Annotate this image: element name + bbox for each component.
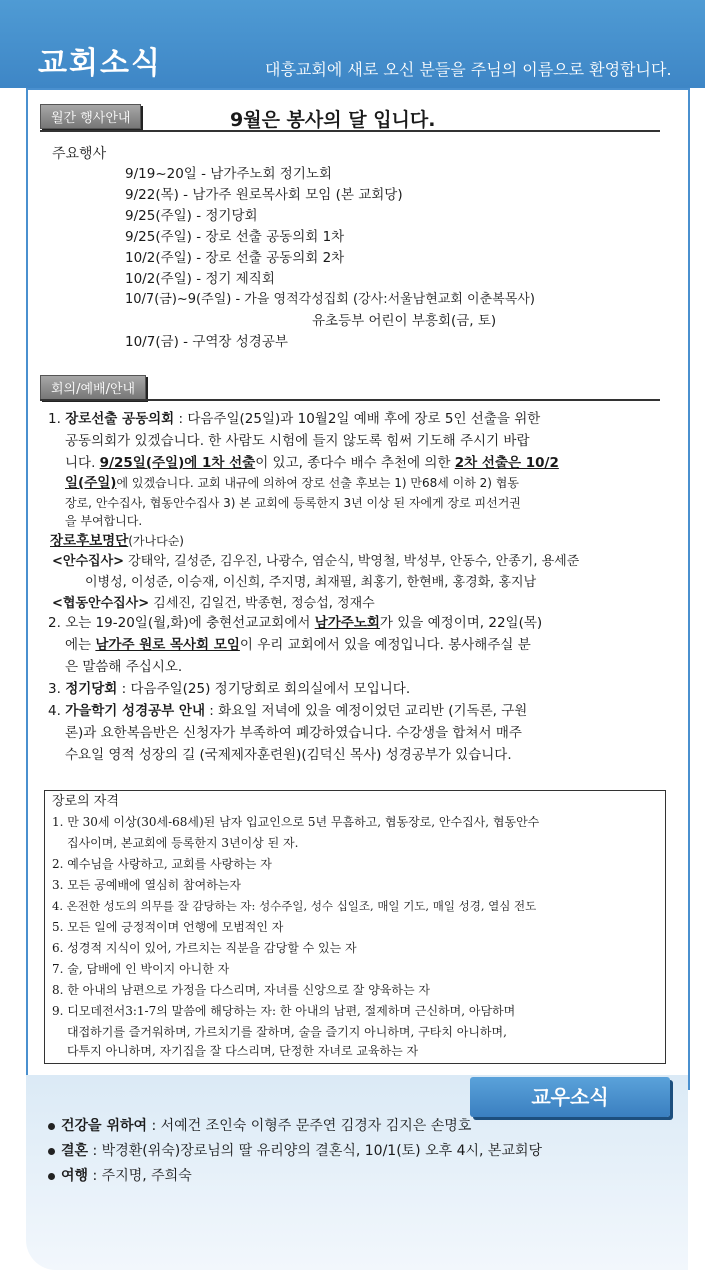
item-highlight: 남가주노회 [314,615,380,631]
qualification-line: 4. 온전한 성도의 의무를 잘 감당하는 자: 성수주일, 성수 십일조, 매일 기도, 매일 성경, 열심 전도 [52,899,537,913]
bullet-icon [48,1123,55,1130]
item-text: 니다. [65,455,100,471]
event-item: 유초등부 어린이 부흥회(금, 토) [312,313,497,329]
notice-item-1 [48,408,540,430]
qualification-line: 7. 술, 담배에 인 박이지 아니한 자 [52,962,230,976]
event-item: 9/25(주일) - 장로 선출 공동의회 1차 [125,229,345,245]
section-divider [40,399,660,401]
candidates-title: 장로후보명단 [50,533,129,549]
qualification-line: 8. 한 아내의 남편으로 가정을 다스리며, 자녀를 신앙으로 잘 양육하는 자 [52,983,430,997]
item-number: 4. [48,703,61,719]
qualification-line: 다투지 아니하며, 자기집을 잘 다스리며, 단정한 자녀로 교육하는 자 [67,1044,419,1058]
item-title: 장로선출 공동의회 [65,411,175,427]
item-text: : 화요일 저녁에 있을 예정이었던 교리반 (기독론, 구원 [205,703,528,719]
member-news-item [48,1165,192,1187]
item-text [65,634,531,656]
group-names: 김세진, 김일건, 박종현, 정승섭, 정재수 [149,596,375,611]
notice-item-2 [48,612,542,634]
monthly-headline: 9월은 봉사의 달 입니다. [230,109,436,131]
item-label: 여행 [61,1168,89,1184]
event-item: 10/2(주일) - 장로 선출 공동의회 2차 [125,250,345,266]
item-text: 장로, 안수집사, 협동안수집사 3) 본 교회에 등록한지 3년 이상 된 자에게 장로 피선거권 [65,496,521,510]
member-news-item [48,1140,542,1162]
qualification-line: 집사이며, 본교회에 등록한지 3년이상 된 자. [67,836,299,850]
elder-qualifications-box [44,790,666,1064]
item-text: 론)과 요한복음반은 신청자가 부족하여 폐강하였습니다. 수강생을 합쳐서 매주 [65,725,522,741]
item-text: 수요일 영적 성장의 길 (국제제자훈련원)(김덕신 목사) 성경공부가 있습니다. [65,747,512,763]
qualification-line: 9. 디모데전서3:1-7의 말씀에 해당하는 자: 한 아내의 남편, 절제하며 근신하며, 아담하며 [52,1004,516,1018]
item-text: : 주지명, 주희숙 [88,1168,192,1184]
item-highlight: 일(주일) [65,475,117,491]
box-title: 장로의 자격 [52,794,119,809]
item-highlight: 9/25일(주일)에 1차 선출 [99,455,256,471]
item-label: 건강을 위하여 [61,1118,148,1134]
event-item: 10/2(주일) - 정기 제직회 [125,271,275,287]
event-item: 9/25(주일) - 정기당회 [125,208,258,224]
item-text: 에 있겠습니다. 교회 내규에 의하여 장로 선출 후보는 1) 만68세 이하 2) 협동 [116,476,519,490]
bullet-icon [48,1173,55,1180]
item-text: 에는 [65,637,96,653]
item-text: 공동의회가 있겠습니다. 한 사람도 시험에 들지 않도록 힘써 기도해 주시기 바랍 [65,433,530,449]
section-divider [40,130,660,132]
page-subtitle: 대흥교회에 새로 오신 분들을 주님의 이름으로 환영합니다. [265,60,672,79]
candidates-group-1 [52,551,579,573]
item-number: 1. [48,411,61,427]
item-text [65,452,559,474]
item-number: 3. [48,681,61,697]
group-names: 강태악, 길성준, 김우진, 나광수, 염순식, 박영철, 박성부, 안동수, 안종기, 용세준 [124,554,580,569]
bullet-icon [48,1148,55,1155]
item-text: : 다음주일(25) 정기당회로 회의실에서 모입니다. [117,681,411,697]
candidates-heading [50,530,184,552]
qualification-line: 6. 성경적 지식이 있어, 가르치는 직분을 감당할 수 있는 자 [52,941,357,955]
group-label: <협동안수집사> [52,596,150,611]
item-highlight: 남가주 원로 목사회 모임 [95,637,240,653]
item-text: 오는 19-20일(월,화)에 충현선교교회에서 [65,615,315,631]
qualification-line: 2. 예수님을 사랑하고, 교회를 사랑하는 자 [52,857,272,871]
event-item: 9/19~20일 - 남가주노회 정기노회 [125,166,332,182]
item-text: 이 우리 교회에서 있을 예정입니다. 봉사해주실 분 [239,637,531,653]
item-text: 가 있을 예정이며, 22일(목) [379,615,543,631]
item-text: 은 말씀해 주십시오. [65,659,183,675]
qualification-line: 대접하기를 즐거워하며, 가르치기를 잘하며, 술을 즐기지 아니하며, 구타치 아니하며, [67,1025,507,1039]
item-text: : 서예건 조인숙 이형주 문주연 김경자 김지은 손명호 [147,1118,472,1134]
qualification-line: 5. 모든 일에 긍정적이며 언행에 모범적인 자 [52,920,284,934]
item-text: 이 있고, 종다수 배수 추천에 의한 [255,455,455,471]
item-text: : 다음주일(25일)과 10월2일 예배 후에 장로 5인 선출을 위한 [174,411,541,427]
event-item: 9/22(목) - 남가주 원로목사회 모임 (본 교회당) [125,187,403,203]
notice-item-3 [48,678,410,700]
item-title: 가을학기 성경공부 안내 [65,703,205,719]
page-title: 교회소식 [38,46,162,81]
page-header [0,0,705,88]
item-text [65,472,519,494]
item-title: 정기당회 [65,681,118,697]
item-text: : 박경환(위숙)장로님의 딸 유리양의 결혼식, 10/1(토) 오후 4시, 본교회당 [88,1143,543,1159]
item-label: 결혼 [61,1143,89,1159]
section-label-monthly: 월간 행사안내 [40,104,141,129]
member-news-item [48,1115,471,1137]
event-item: 10/7(금) - 구역장 성경공부 [125,334,288,350]
item-number: 2. [48,615,61,631]
events-intro: 주요행사 [52,146,107,162]
members-news-tab: 교우소식 [470,1077,670,1117]
notice-item-4 [48,700,527,722]
group-label: <안수집사> [52,554,125,569]
item-highlight: 2차 선출은 10/2 [454,455,559,471]
item-text: 을 부여합니다. [65,514,143,528]
event-item: 10/7(금)~9(주일) - 가을 영적각성집회 (강사:서울남현교회 이춘복목사) [125,292,535,307]
qualification-line: 1. 만 30세 이상(30세-68세)된 남자 입교인으로 5년 무흠하고, 협동장로, 안수집사, 협동안수 [52,815,540,829]
qualification-line: 3. 모든 공예배에 열심히 참여하는자 [52,878,241,892]
group-names: 이병성, 이성준, 이승재, 이신희, 주지명, 최재필, 최홍기, 한현배, 홍경화, 홍지남 [85,575,537,590]
section-label-meetings: 회의/예배/안내 [40,375,146,400]
candidates-note: (가나다순) [128,534,184,548]
